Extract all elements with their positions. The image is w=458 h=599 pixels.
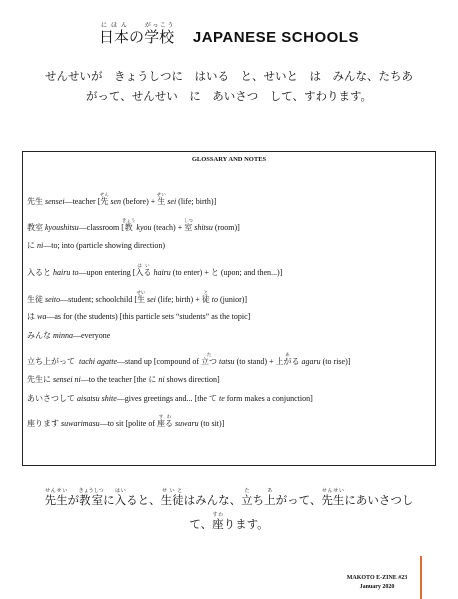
- issue-footer: [328, 574, 426, 592]
- issue-name: MAKOTO E-ZINE #23: [346, 575, 408, 581]
- glossary-box: [22, 151, 436, 466]
- glossary-entry-ni: に ni—to; into (particle showing direction): [27, 241, 165, 250]
- glossary-entry-tachi-agatte: 立ち上がって tachi agatte—stand up [compound of 立つた tatsu (to stand) + 上がるあ agaru (to rise)]: [27, 353, 351, 366]
- title-nihon: 日本にほん: [99, 22, 130, 46]
- glossary-entry-hairu-to: 入ると hairu to—upon entering [入るはい hairu (to enter) + と (upon; and then...)]: [27, 264, 283, 277]
- glossary-entry-suwarimasu: 座ります suwarimasu—to sit [polite of 座るすわ suwaru (to sit)]: [27, 415, 225, 428]
- title-english: JAPANESE SCHOOLS: [192, 29, 359, 46]
- glossary-entry-aisatsu-shite: あいさつして aisatsu shite—gives greetings and... [the て te form makes a conjunction]: [27, 394, 313, 403]
- intro-line-1: せんせいが きょうしつに はいる と、せいと は みんな、たちあ: [45, 69, 413, 83]
- glossary-entry-kyoushitsu: 教室 kyoushitsu—classroom [教きょう kyou (teach) + 室しつ shitsu (room)]: [27, 219, 240, 232]
- glossary-entry-sensei: 先生 sensei—teacher [先せん sen (before) + 生せい sei (life; birth)]: [27, 193, 217, 206]
- title-gakkou: 学校がっこう: [144, 22, 175, 46]
- story-line-2: て、座すわります。: [189, 512, 269, 531]
- story-line-1: 先生せんせいが教室きょうしつに入はいると、生徒せいとはみんな、立たち上あがって、先生せんせいにあいさつし: [44, 488, 414, 507]
- intro-hiragana: [26, 66, 432, 106]
- issue-date: January 2020: [359, 584, 395, 590]
- glossary-entry-sensei-ni: 先生に sensei ni—to the teacher [the に ni shows direction]: [27, 375, 220, 384]
- page-title: [0, 22, 458, 47]
- glossary-entry-seito: 生徒 seito—student; schoolchild [生せい sei (life; birth) + 徒と to (junior)]: [27, 291, 248, 304]
- page-edge-accent: [420, 556, 422, 599]
- glossary-heading: GLOSSARY AND NOTES: [191, 156, 267, 163]
- glossary-entry-minna: みんな minna—everyone: [27, 331, 111, 340]
- intro-line-2: がって、せんせい に あいさつ して、すわります。: [85, 89, 373, 103]
- glossary-entry-wa: は wa—as for (the students) [this particle sets “students” as the topic]: [27, 312, 251, 321]
- story-kanji-sentence: [24, 488, 434, 536]
- title-particle: の: [129, 28, 145, 46]
